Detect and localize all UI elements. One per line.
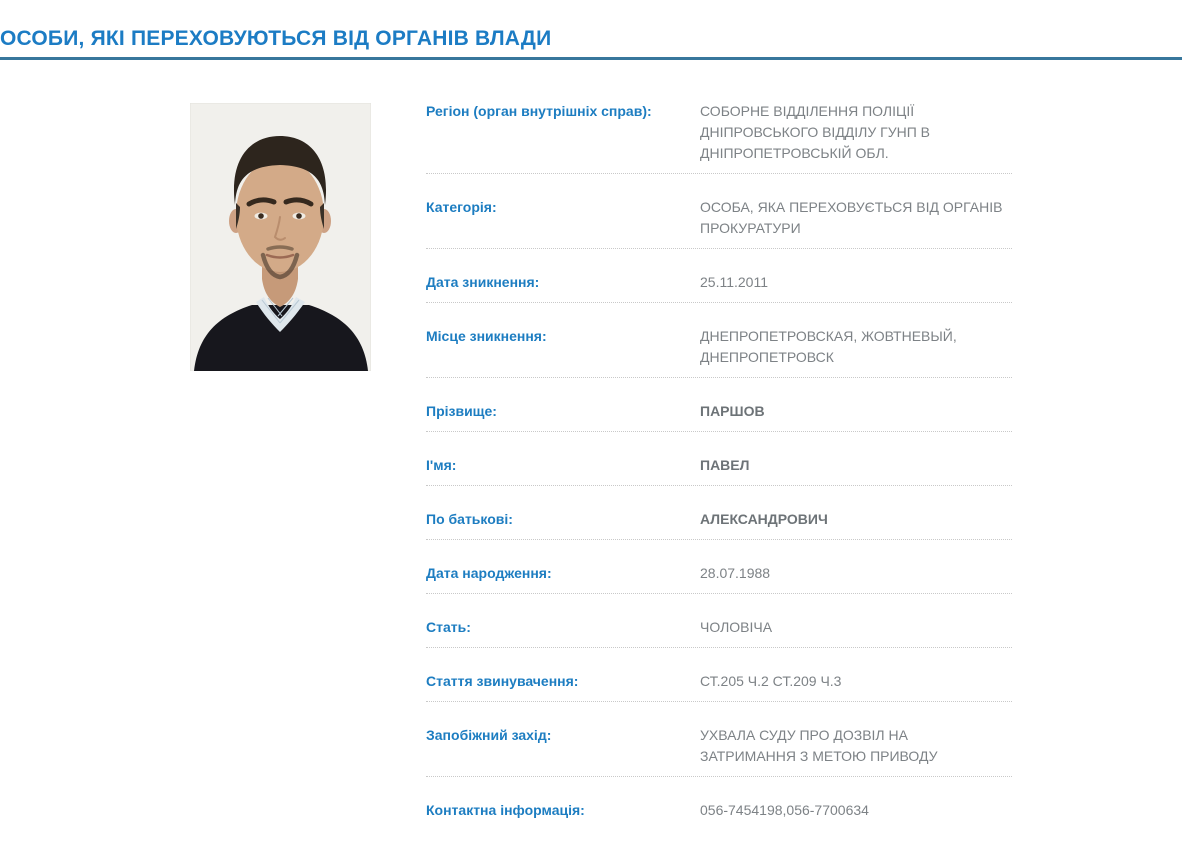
- record-row: [426, 78, 1012, 174]
- record-row: [426, 594, 1012, 648]
- field-label: Місце зникнення:: [426, 328, 547, 344]
- record-row: [426, 303, 1012, 378]
- record-table: [426, 78, 1012, 830]
- field-label: Стать:: [426, 619, 471, 635]
- field-value: ДНЕПРОПЕТРОВСКАЯ, ЖОВТНЕВЫЙ, ДНЕПРОПЕТРОВСК: [700, 328, 957, 365]
- field-value: СОБОРНЕ ВІДДІЛЕННЯ ПОЛІЦІЇ ДНІПРОВСЬКОГО ВІДДІЛУ ГУНП В ДНІПРОПЕТРОВСЬКІЙ ОБЛ.: [700, 103, 931, 161]
- field-value: АЛЕКСАНДРОВИЧ: [700, 511, 828, 527]
- record-row: [426, 432, 1012, 486]
- field-value: ЧОЛОВІЧА: [700, 619, 773, 635]
- person-photo: [190, 103, 371, 371]
- record-row: [426, 378, 1012, 432]
- field-label: Контактна інформація:: [426, 802, 585, 818]
- field-label: Прізвище:: [426, 403, 497, 419]
- title-rule-divider: [0, 57, 1182, 60]
- field-label: Категорія:: [426, 199, 497, 215]
- page-title: ОСОБИ, ЯКІ ПЕРЕХОВУЮТЬСЯ ВІД ОРГАНІВ ВЛАДИ: [0, 27, 552, 50]
- field-label: Регіон (орган внутрішніх справ):: [426, 103, 652, 119]
- field-label: І'мя:: [426, 457, 457, 473]
- field-label: Дата зникнення:: [426, 274, 540, 290]
- field-label: Запобіжний захід:: [426, 727, 552, 743]
- field-value: 056-7454198,056-7700634: [700, 802, 869, 818]
- field-value: 28.07.1988: [700, 565, 771, 581]
- field-label: Дата народження:: [426, 565, 552, 581]
- field-label: По батькові:: [426, 511, 513, 527]
- record-row: [426, 777, 1012, 830]
- field-value: ПАВЕЛ: [700, 457, 750, 473]
- photo-face: [236, 158, 324, 272]
- record-row: [426, 540, 1012, 594]
- record-row: [426, 486, 1012, 540]
- field-value: ОСОБА, ЯКА ПЕРЕХОВУЄТЬСЯ ВІД ОРГАНІВ ПРОКУРАТУРИ: [700, 199, 1003, 236]
- field-value: 25.11.2011: [700, 274, 768, 290]
- field-value: СТ.205 Ч.2 СТ.209 Ч.3: [700, 673, 842, 689]
- field-value: ПАРШОВ: [700, 403, 765, 419]
- record-row: [426, 174, 1012, 249]
- record-row: [426, 648, 1012, 702]
- field-label: Стаття звинувачення:: [426, 673, 579, 689]
- field-value: УХВАЛА СУДУ ПРО ДОЗВІЛ НА ЗАТРИМАННЯ З МЕТОЮ ПРИВОДУ: [700, 727, 938, 764]
- record-row: [426, 249, 1012, 303]
- record-row: [426, 702, 1012, 777]
